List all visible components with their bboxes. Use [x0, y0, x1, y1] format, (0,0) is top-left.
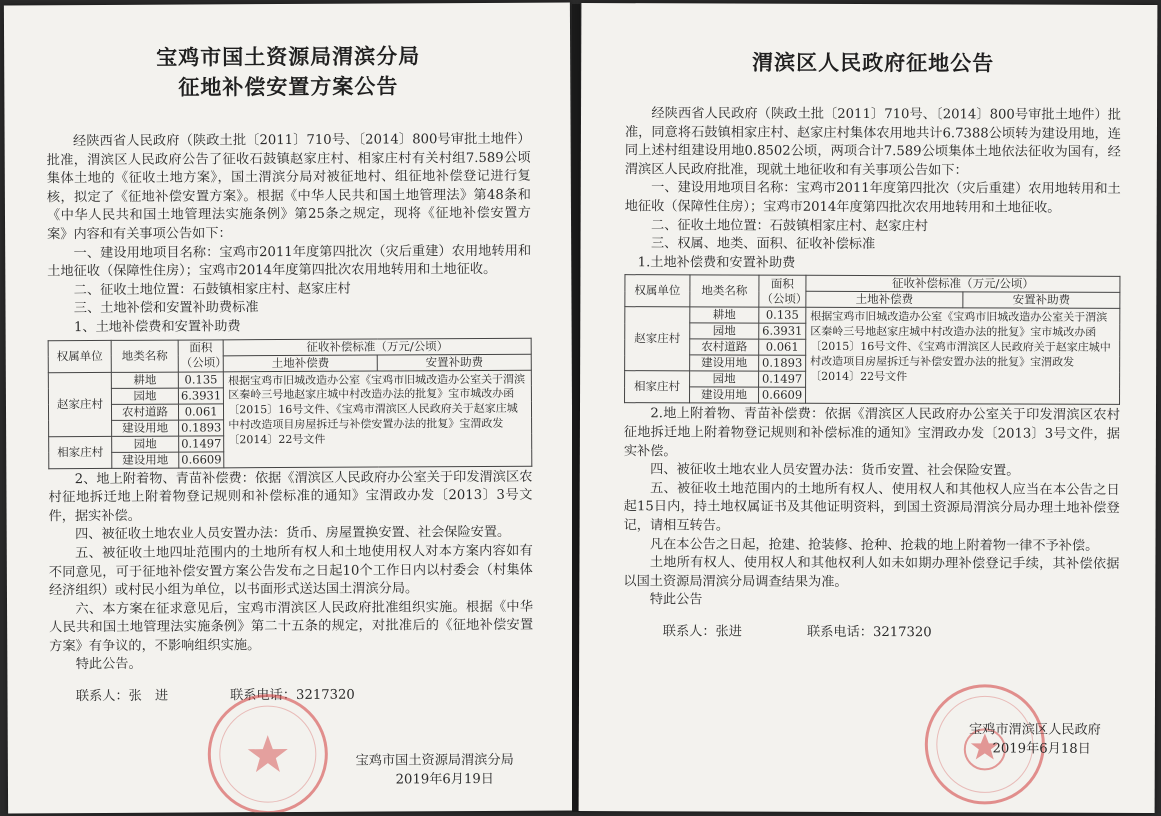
table-basis-text: 根据宝鸡市旧城改造办公室《宝鸡市旧城改造办公室关于渭滨区秦岭三号地赵家庄城中村改造办法的批复》宝市城改办函〔2015〕16号文件、《宝鸡市渭滨区人民政府关于赵家庄城中村改造项目房屋拆迁与补偿安置办法的批复》宝渭政发〔2014〕22号文件: [224, 370, 532, 468]
left-signer: 宝鸡市国土资源局渭滨分局: [355, 752, 514, 769]
table-village-zhaojia: 赵家庄村: [48, 372, 111, 436]
table-row-area: 6.3931: [759, 323, 806, 339]
table-basis-text: 根据宝鸡市旧城改造办公室《宝鸡市旧城改造办公室关于渭滨区秦岭三号地赵家庄城中村改造办法的批复》宝市城改办函〔2015〕16号文件、《宝鸡市渭滨区人民政府关于赵家庄城中村改造项目房屋拆迁与补偿安置办法的批复》宝渭政发〔2014〕22号文件: [806, 308, 1120, 405]
left-paragraph-implementation: 六、本方案在征求意见后，宝鸡市渭滨区人民政府批准组织实施。根据《中华人民共和国土地管理法实施条例》第二十五条的规定，对批准后的《征地补偿安置方案》有争议的，不影响组织实施。: [49, 599, 534, 655]
left-title-line2: 征地补偿安置方案公告: [178, 73, 399, 100]
right-paragraph-registration: 五、被征收土地范围内的土地所有权人、使用权人和其他权人应当在本公告之日起15日内，持土地权属证书及其他证明资料，到国土资源局渭滨分局办理土地补偿登记，请相互转告。: [623, 480, 1120, 534]
table-header-land-fee: 土地补偿费: [223, 355, 377, 372]
table-row-area: 0.6609: [179, 451, 224, 467]
right-paragraph-closing: 特此公告: [649, 592, 703, 608]
right-title: 渭滨区人民政府征地公告: [752, 49, 995, 76]
right-paragraph-location: 二、征收土地位置：石鼓镇相家庄村、赵家庄村: [651, 217, 928, 234]
left-seal-star-icon: [211, 697, 326, 812]
table-header-resettle-fee: 安置补助费: [377, 354, 531, 371]
left-title-line1: 宝鸡市国土资源局渭滨分局: [156, 43, 421, 70]
left-paragraph-closing: 特此公告。: [75, 657, 142, 673]
right-notice-sheet: [579, 3, 1158, 813]
table-header-standard: 征收补偿标准（万元/公顷）: [806, 276, 1120, 293]
table-row-area: 0.1893: [759, 355, 806, 371]
right-paragraph-attachments: 2.地上附着物、青苗补偿费：依据《渭滨区人民政府办公室关于印发渭滨区农村征地拆迁地上附着物登记规则和补偿标准的通知》宝渭政办发〔2013〕3号文件，据实补偿。: [623, 406, 1121, 459]
table-row-area: 0.6609: [759, 387, 806, 403]
left-contact-person: 联系人：张 进: [75, 688, 169, 705]
table-row-area: 6.3931: [178, 387, 223, 403]
table-row-type: 园地: [690, 323, 759, 339]
right-compensation-table: [624, 274, 1120, 405]
left-paragraph-intro: 经陕西省人民政府（陕政土批〔2011〕710号、〔2014〕800号审批土地件）批准，渭滨区人民政府公告了征收石鼓镇赵家庄村、相家庄村有关村组7.589公顷集体土地的《征收土地方案》，国土渭滨分局对被征地村、组征地补偿登记进行复核，拟定了《征地补偿安置方案》。根据《中华人民共和国土地管理法》第48条和《中华人民共和国土地管理法实施条例》第25条之规定，现将《征地补偿安置方案》内容和有关事项公告如下：: [46, 131, 532, 243]
left-contact-phone: 联系电话：3217320: [230, 687, 355, 704]
table-row-type: 耕地: [690, 307, 759, 323]
table-header-area: 面积（公顷）: [178, 339, 223, 371]
table-header-standard: 征收补偿标准（万元/公顷）: [223, 338, 531, 356]
table-row-area: 0.1893: [179, 419, 224, 435]
right-paragraph-resettlement: 四、被征收土地农业人员安置办法：货币安置、社会保险安置。: [650, 462, 1020, 479]
right-paragraph-intro: 经陕西省人民政府（陕政土批〔2011〕710号、〔2014〕800号审批土地件）批准，同意将石鼓镇相家庄村、赵家庄村集体农用地共计6.7388公顷转为建设用地，连同上述村组建设用地0.8502公顷，两项合计7.589公顷集体土地依法征收为国有，经渭滨区人民政府批准，现就土地征收和有关事项公告如下：: [624, 106, 1122, 179]
left-paragraph-project: 一、建设用地项目名称：宝鸡市2011年度第四批次（灾后重建）农用地转用和土地征收（保障性住房）；宝鸡市2014年度第四批次农用地转用和土地征收。: [47, 243, 532, 280]
table-row-area: 0.061: [178, 403, 223, 419]
table-row-type: 建设用地: [112, 420, 179, 436]
table-header-owner: 权属单位: [48, 340, 111, 372]
right-signature-block: [969, 720, 1101, 758]
left-paragraph-objections: 五、被征收土地四址范围内的土地所有权人和土地使用权人对本方案内容如有不同意见，可于征地补偿安置方案公告发布之日起10个工作日内以村委会（村集体经济组织）或村民小组为单位，以书面形式送达国土渭滨分局。: [48, 543, 533, 599]
left-notice-body: [47, 131, 534, 707]
table-header-type: 地类名称: [690, 275, 759, 307]
table-row-area: 0.1497: [179, 435, 224, 451]
table-row-type: 园地: [112, 436, 179, 452]
right-paragraph-project: 一、建设用地项目名称：宝鸡市2011年度第四批次（灾后重建）农用地转用和土地征收（保障性住房）；宝鸡市2014年度第四批次农用地转用和土地征收。: [624, 180, 1121, 216]
left-date: 2019年6月19日: [395, 771, 494, 788]
table-row-type: 耕地: [111, 372, 178, 388]
table-header-type: 地类名称: [111, 340, 178, 372]
right-date: 2019年6月18日: [992, 741, 1091, 757]
table-row-type: 农村道路: [111, 404, 178, 420]
table-village-xiangjia: 相家庄村: [49, 436, 112, 468]
left-paragraph-fees: 1、土地补偿费和安置补助费: [73, 319, 241, 336]
right-contact-line: [623, 622, 1119, 643]
right-contact-phone: 联系电话：3217320: [806, 624, 932, 641]
table-row-area: 0.1497: [759, 371, 806, 387]
table-header-resettle-fee: 安置补助费: [963, 292, 1120, 309]
table-village-xiangjia: 相家庄村: [625, 371, 690, 403]
table-village-zhaojia: 赵家庄村: [625, 307, 690, 371]
left-paragraph-standard: 三、土地补偿和安置补助费标准: [73, 300, 259, 317]
left-compensation-table: [48, 337, 533, 469]
table-row-type: 园地: [111, 388, 178, 404]
table-row-area: 0.135: [759, 307, 806, 323]
left-paragraph-attachments: 2、地上附着物、青苗补偿费：依据《渭滨区人民政府办公室关于印发渭滨区农村征地拆迁地上附着物登记规则和补偿标准的通知》宝渭政办发〔2013〕3号文件，据实补偿。: [48, 469, 533, 524]
right-notice-body: [623, 105, 1121, 643]
table-row-type: 园地: [690, 371, 759, 387]
right-signer: 宝鸡市渭滨区人民政府: [968, 722, 1101, 738]
left-paragraph-location: 二、征收土地位置：石鼓镇相家庄村、赵家庄村: [73, 281, 351, 298]
right-paragraph-no-compensation: 凡在本公告之日起，抢建、抢装修、抢种、抢栽的地上附着物一律不予补偿。: [649, 536, 1099, 554]
table-row-type: 建设用地: [690, 387, 759, 403]
table-row-type: 建设用地: [112, 452, 179, 468]
right-paragraph-fees: 1.土地补偿费和安置补助费: [637, 254, 796, 271]
left-notice-sheet: [4, 3, 574, 814]
table-row-type: 农村道路: [690, 339, 759, 355]
table-row-type: 建设用地: [690, 355, 759, 371]
table-header-owner: 权属单位: [625, 275, 690, 307]
right-paragraph-deadline: 土地所有权人、使用权人和其他权利人如未如期办理补偿登记手续，其补偿依据以国土资源局渭滨分局调查结果为准。: [623, 555, 1120, 590]
left-official-seal: [207, 694, 328, 814]
right-paragraph-standard: 三、权属、地类、面积、征收补偿标准: [650, 236, 876, 253]
table-row-area: 0.135: [178, 371, 223, 387]
right-contact-person: 联系人：张进: [662, 624, 742, 640]
left-paragraph-resettlement: 四、被征收土地农业人员安置办法：货币、房屋置换安置、社会保险安置。: [75, 525, 511, 543]
table-header-land-fee: 土地补偿费: [806, 292, 963, 309]
table-row-area: 0.061: [759, 339, 806, 355]
table-header-area: 面积（公顷）: [759, 275, 806, 307]
left-signature-block: [356, 751, 514, 790]
